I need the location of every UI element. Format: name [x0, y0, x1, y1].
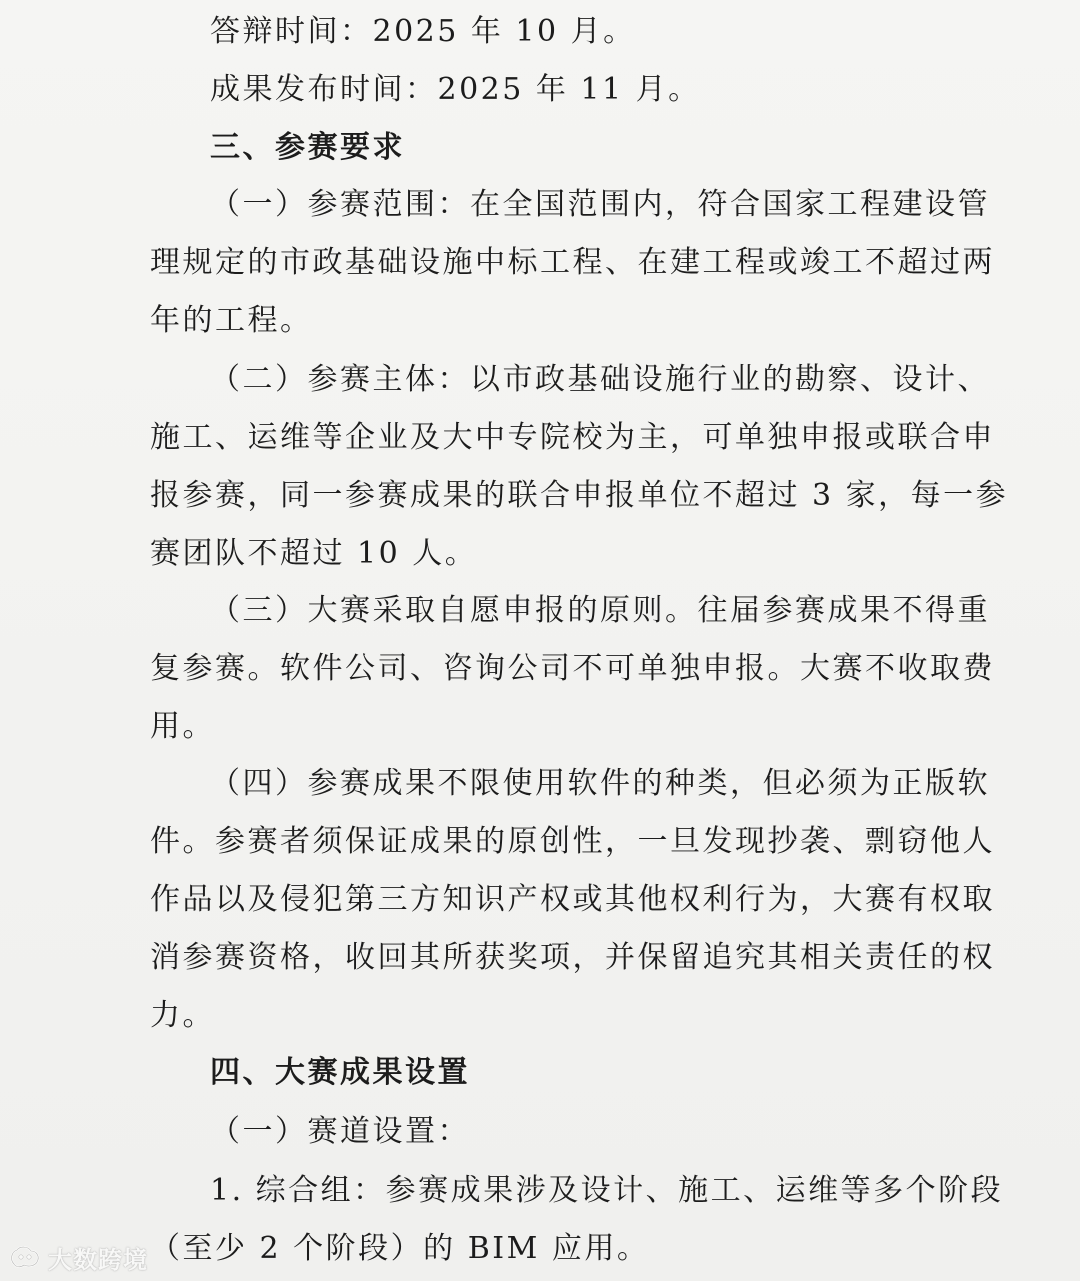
paragraph-line: （三）大赛采取自愿申报的原则。往届参赛成果不得重	[210, 593, 990, 628]
paragraph-line: 复参赛。软件公司、咨询公司不可单独申报。大赛不收取费	[150, 651, 995, 686]
paragraph-line: 年的工程。	[150, 303, 313, 338]
paragraph-line: 报参赛，同一参赛成果的联合申报单位不超过 3 家，每一参	[150, 478, 1009, 513]
paragraph-line: 1. 综合组：参赛成果涉及设计、施工、运维等多个阶段	[210, 1173, 1004, 1208]
paragraph-line: （一）赛道设置：	[210, 1114, 470, 1149]
watermark	[8, 1240, 148, 1274]
paragraph-line: （一）参赛范围：在全国范围内，符合国家工程建设管	[210, 187, 990, 222]
paragraph-line: （至少 2 个阶段）的 BIM 应用。	[150, 1231, 650, 1266]
paragraph-line: 施工、运维等企业及大中专院校为主，可单独申报或联合申	[150, 420, 995, 455]
defense-time-line: 答辩时间：2025 年 10 月。	[210, 14, 636, 49]
paragraph-line: 理规定的市政基础设施中标工程、在建工程或竣工不超过两	[150, 245, 995, 280]
paragraph-line: 用。	[150, 709, 215, 744]
publish-time-line: 成果发布时间：2025 年 11 月。	[210, 72, 701, 107]
watermark-text: 大数跨境	[48, 1245, 148, 1274]
section-heading-requirements: 三、参赛要求	[210, 130, 405, 165]
paragraph-line: 件。参赛者须保证成果的原创性，一旦发现抄袭、剽窃他人	[150, 824, 995, 859]
paragraph-line: 力。	[150, 998, 215, 1033]
paragraph-line: 消参赛资格，收回其所获奖项，并保留追究其相关责任的权	[150, 940, 995, 975]
watermark-logo-icon	[8, 1242, 42, 1272]
paragraph-line: （二）参赛主体：以市政基础设施行业的勘察、设计、	[210, 362, 990, 397]
section-heading-results: 四、大赛成果设置	[210, 1055, 470, 1090]
paragraph-line: 赛团队不超过 10 人。	[150, 536, 478, 571]
paragraph-line: （四）参赛成果不限使用软件的种类，但必须为正版软	[210, 766, 990, 801]
paragraph-line: 作品以及侵犯第三方知识产权或其他权利行为，大赛有权取	[150, 882, 995, 917]
